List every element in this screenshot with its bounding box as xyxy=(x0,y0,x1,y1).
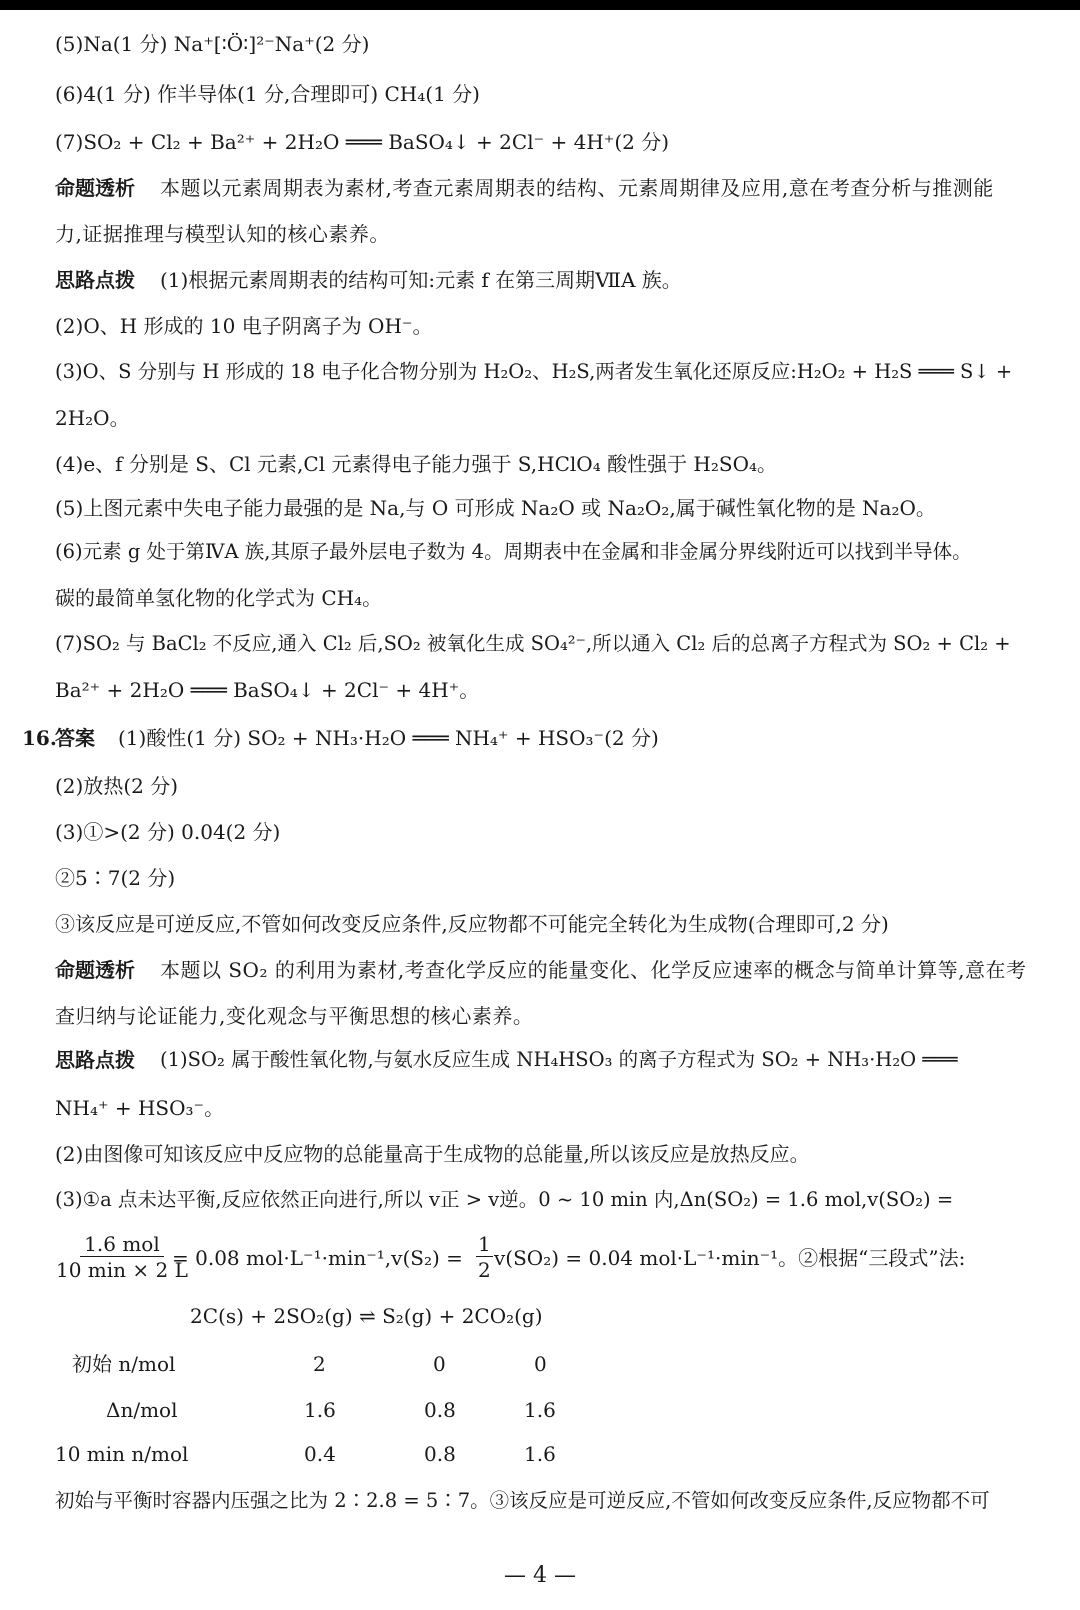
q16-analysis-label: 命题透析 xyxy=(55,958,135,982)
fraction-v-so2 xyxy=(52,1232,192,1283)
table-row-2-value-2: 0.8 xyxy=(424,1398,456,1422)
answer-line-7: (7)SO₂ + Cl₂ + Ba²⁺ + 2H₂O ═══ BaSO₄↓ + 2Cl⁻ + 4H⁺(2 分) xyxy=(55,130,670,154)
table-row-3-value-3: 1.6 xyxy=(524,1442,556,1466)
q15-hint-5: (5)上图元素中失电子能力最强的是 Na,与 O 可形成 Na₂O 或 Na₂O₂,属于碱性氧化物的是 Na₂O。 xyxy=(55,496,936,520)
answer-line-5: (5)Na(1 分) Na⁺[∶Ö∶]²⁻Na⁺(2 分) xyxy=(55,32,370,56)
q16-hint-3b-middle: = 0.08 mol·L⁻¹·min⁻¹,v(S₂) = xyxy=(172,1246,463,1270)
table-row-1-value-3: 0 xyxy=(534,1352,547,1376)
q16-hint-1a: (1)SO₂ 属于酸性氧化物,与氨水反应生成 NH₄HSO₃ 的离子方程式为 SO₂ + NH₃·H₂O ═══ xyxy=(160,1048,958,1071)
q16-answer-2: (2)放热(2 分) xyxy=(55,774,179,798)
q16-hint-label: 思路点拨 xyxy=(55,1048,135,1072)
page-number: — 4 — xyxy=(504,1563,576,1588)
reaction-equation: 2C(s) + 2SO₂(g) ⇌ S₂(g) + 2CO₂(g) xyxy=(190,1304,543,1328)
q15-hint-6b: 碳的最简单氢化物的化学式为 CH₄。 xyxy=(55,586,383,610)
table-row-1-value-2: 0 xyxy=(433,1352,446,1376)
q15-hint-label: 思路点拨 xyxy=(55,268,135,292)
table-row-2-value-1: 1.6 xyxy=(304,1398,336,1422)
q15-hint-3b: 2H₂O。 xyxy=(55,406,130,430)
q16-number: 16. xyxy=(22,726,57,750)
answer-line-6: (6)4(1 分) 作半导体(1 分,合理即可) CH₄(1 分) xyxy=(55,82,480,106)
fraction-v-so2-denominator: 10 min × 2 L xyxy=(56,1258,188,1282)
q16-hint-2: (2)由图像可知该反应中反应物的总能量高于生成物的总能量,所以该反应是放热反应。 xyxy=(55,1142,810,1166)
q16-hint-1b: NH₄⁺ + HSO₃⁻。 xyxy=(55,1096,225,1120)
top-border xyxy=(0,0,1080,10)
fraction-v-so2-numerator: 1.6 mol xyxy=(80,1232,164,1257)
q15-hint-1: (1)根据元素周期表的结构可知:元素 f 在第三周期ⅦA 族。 xyxy=(160,268,682,292)
table-row-3-value-1: 0.4 xyxy=(304,1442,336,1466)
q15-analysis-label: 命题透析 xyxy=(55,176,135,200)
q16-hint-3a: (3)①a 点未达平衡,反应依然正向进行,所以 v正 > v逆。0 ~ 10 min 内,Δn(SO₂) = 1.6 mol,v(SO₂) = xyxy=(55,1188,954,1211)
q15-analysis-text-1: 本题以元素周期表为素材,考查元素周期表的结构、元素周期律及应用,意在考查分析与推测能 xyxy=(160,176,994,200)
q16-hint-3b-end: v(SO₂) = 0.04 mol·L⁻¹·min⁻¹。②根据“三段式”法: xyxy=(494,1246,966,1270)
q16-answer-label: 答案 xyxy=(55,726,95,750)
table-row-3-value-2: 0.8 xyxy=(424,1442,456,1466)
table-row-1-label: 初始 n/mol xyxy=(72,1352,176,1376)
table-row-2-label: Δn/mol xyxy=(106,1398,178,1422)
q15-hint-6a: (6)元素 g 处于第ⅣA 族,其原子最外层电子数为 4。周期表中在金属和非金属分界线附近可以找到半导体。 xyxy=(55,540,972,563)
q15-hint-7a: (7)SO₂ 与 BaCl₂ 不反应,通入 Cl₂ 后,SO₂ 被氧化生成 SO₄²⁻,所以通入 Cl₂ 后的总离子方程式为 SO₂ + Cl₂ + xyxy=(55,632,1011,655)
q15-hint-3a: (3)O、S 分别与 H 形成的 18 电子化合物分别为 H₂O₂、H₂S,两者发生氧化还原反应:H₂O₂ + H₂S ═══ S↓ + xyxy=(55,360,1013,383)
table-row-2-value-3: 1.6 xyxy=(524,1398,556,1422)
q16-hint-last: 初始与平衡时容器内压强之比为 2∶2.8 = 5∶7。③该反应是可逆反应,不管如何改变反应条件,反应物都不可 xyxy=(55,1489,990,1512)
q15-hint-2: (2)O、H 形成的 10 电子阴离子为 OH⁻。 xyxy=(55,314,433,338)
table-row-3-label: 10 min n/mol xyxy=(55,1442,189,1466)
q16-answer-3c: ③该反应是可逆反应,不管如何改变反应条件,反应物都不可能完全转化为生成物(合理即可,2 分) xyxy=(55,912,889,936)
q15-hint-7b: Ba²⁺ + 2H₂O ═══ BaSO₄↓ + 2Cl⁻ + 4H⁺。 xyxy=(55,678,480,702)
table-row-1-value-1: 2 xyxy=(313,1352,326,1376)
q16-answer-3b: ②5∶7(2 分) xyxy=(55,866,176,890)
fraction-one-half-numerator: 1 xyxy=(478,1232,491,1256)
q16-analysis-text-1: 本题以 SO₂ 的利用为素材,考查化学反应的能量变化、化学反应速率的概念与简单计算等,意在考 xyxy=(160,958,1027,982)
q16-analysis-text-2: 查归纳与论证能力,变化观念与平衡思想的核心素养。 xyxy=(55,1004,534,1028)
q16-answer-3: (3)①>(2 分) 0.04(2 分) xyxy=(55,820,281,844)
fraction-one-half-denominator: 2 xyxy=(478,1258,491,1282)
q16-answer-1: (1)酸性(1 分) SO₂ + NH₃·H₂O ═══ NH₄⁺ + HSO₃⁻(2 分) xyxy=(118,726,659,750)
q15-hint-4: (4)e、f 分别是 S、Cl 元素,Cl 元素得电子能力强于 S,HClO₄ 酸性强于 H₂SO₄。 xyxy=(55,452,778,476)
q15-analysis-text-2: 力,证据推理与模型认知的核心素养。 xyxy=(55,222,390,246)
fraction-one-half xyxy=(476,1232,493,1283)
